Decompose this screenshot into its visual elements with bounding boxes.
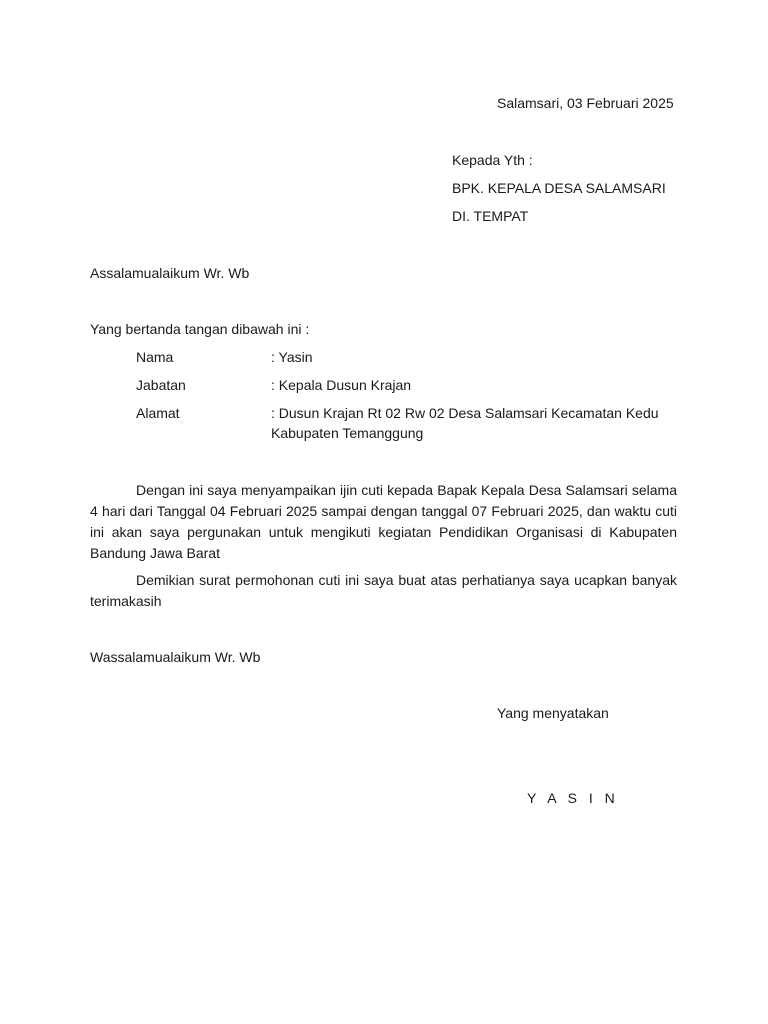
signer-title: Yang menyatakan: [497, 705, 609, 721]
recipient-block: [452, 150, 666, 234]
identity-table: [136, 347, 696, 451]
identity-row-jabatan: [136, 375, 696, 395]
identity-value: : Yasin: [271, 349, 313, 365]
signer-name: Y A S I N: [527, 790, 619, 806]
place-date: Salamsari, 03 Februari 2025: [497, 95, 674, 111]
greeting: Assalamualaikum Wr. Wb: [90, 265, 250, 281]
recipient-line-1: Kepada Yth :: [452, 152, 533, 168]
body-paragraph-2: Demikian surat permohonan cuti ini saya buat atas perhatianya saya ucapkan banyak terimakasih: [90, 572, 677, 609]
intro-text: Yang bertanda tangan dibawah ini :: [90, 321, 310, 337]
identity-value: : Dusun Krajan Rt 02 Rw 02 Desa Salamsari Kecamatan Kedu Kabupaten Temanggung: [271, 405, 659, 441]
identity-label: Jabatan: [136, 377, 186, 393]
identity-value: : Kepala Dusun Krajan: [271, 377, 412, 393]
identity-label: Alamat: [136, 405, 180, 421]
identity-row-alamat: [136, 403, 696, 443]
identity-label: Nama: [136, 349, 174, 365]
identity-row-nama: [136, 347, 696, 367]
body-paragraph-1: Dengan ini saya menyampaikan ijin cuti kepada Bapak Kepala Desa Salamsari selama 4 hari dari Tanggal 04 Februari 2025 sampai dengan tanggal 07 Februari 2025, dan waktu cuti ini akan saya pergunakan untuk mengikuti kegiatan Pendidikan Organisasi di Kabupaten Bandung Jawa Barat: [90, 482, 677, 561]
recipient-line-2: BPK. KEPALA DESA SALAMSARI: [452, 180, 666, 196]
recipient-line-3: DI. TEMPAT: [452, 208, 529, 224]
closing-greeting: Wassalamualaikum Wr. Wb: [90, 649, 261, 665]
